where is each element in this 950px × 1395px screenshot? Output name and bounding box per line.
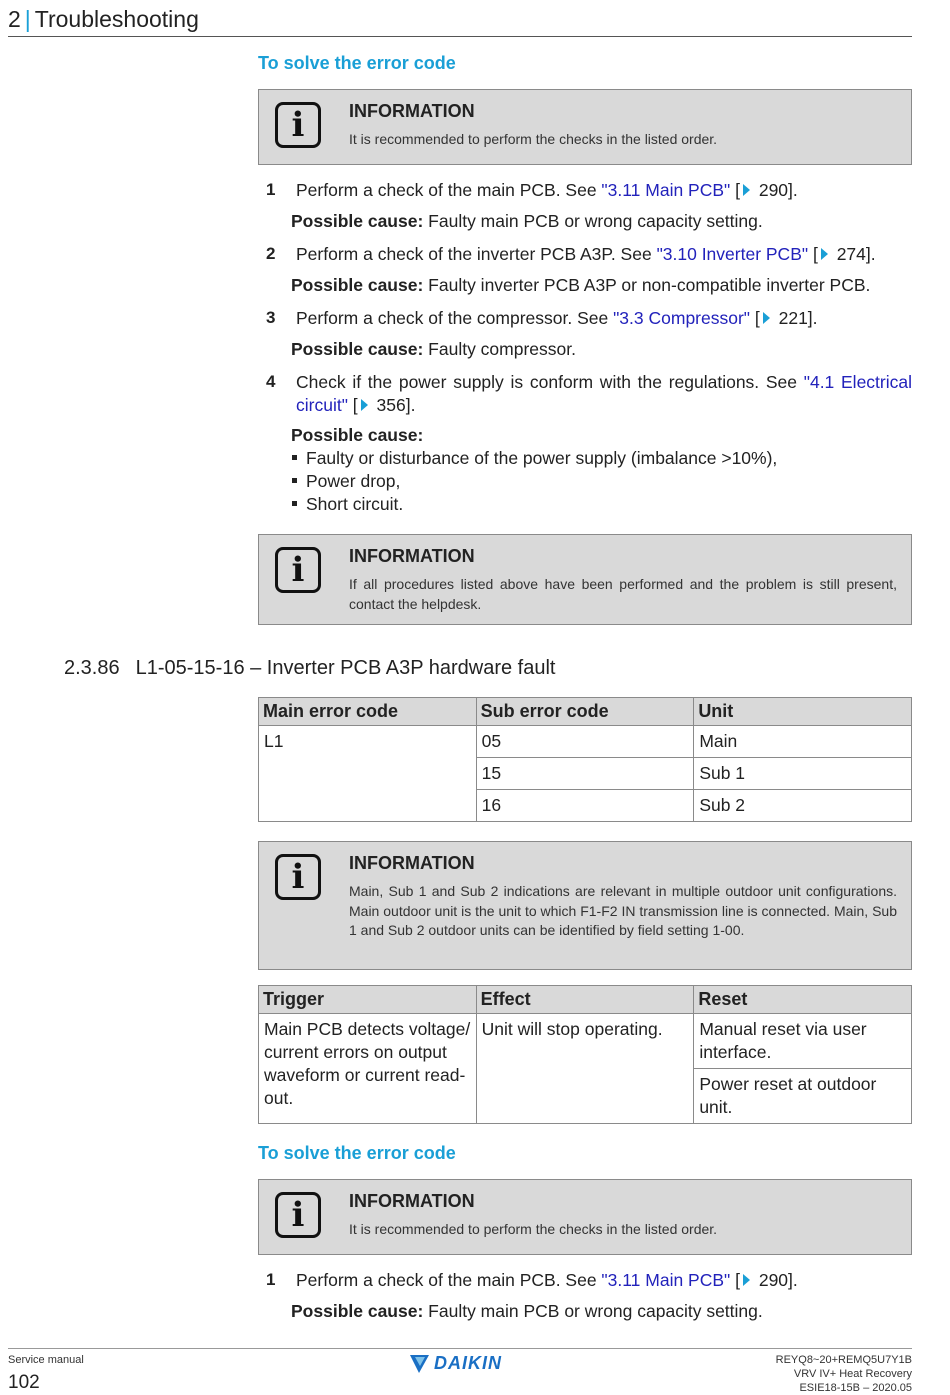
footer-doc-info: [776, 1353, 912, 1395]
sub-code-cell: 15: [476, 758, 694, 790]
info-text: If all procedures listed above have been performed and the problem is still present, contact the helpdesk.: [349, 576, 897, 612]
step-text: Perform a check of the compressor. See "3.3 Compressor" [ 221].: [296, 308, 818, 328]
reset-cell: Power reset at outdoor unit.: [694, 1069, 912, 1124]
step-text-line-2: circuit" [ 356].: [296, 395, 416, 415]
step-text-line-1: Check if the power supply is conform with the regulations. See "4.1 Electrical: [296, 372, 912, 392]
reset-cell: Manual reset via user interface.: [694, 1014, 912, 1069]
link-main-pcb[interactable]: "3.11 Main PCB": [601, 1270, 731, 1290]
step-number: 1: [266, 1270, 276, 1289]
table-header-row: [259, 698, 912, 726]
info-box: [258, 841, 912, 970]
section-heading: [64, 657, 555, 680]
info-box: [258, 1179, 912, 1255]
trigger-cell: Main PCB detects voltage/ current errors on output waveform or current read-out.: [259, 1014, 477, 1124]
chapter-number: 2: [8, 6, 21, 32]
information-icon: i: [275, 854, 321, 900]
header-divider: [8, 36, 912, 37]
link-electrical-circuit-cont[interactable]: circuit": [296, 395, 348, 415]
table-header-row: [259, 986, 912, 1014]
bullet-item: Faulty or disturbance of the power supply (imbalance >10%),: [292, 448, 777, 469]
step-text: Perform a check of the main PCB. See "3.11 Main PCB" [ 290].: [296, 1270, 798, 1290]
sub-heading-solve: To solve the error code: [258, 53, 456, 73]
daikin-logo: [408, 1353, 502, 1374]
page-header: [8, 6, 199, 33]
table-header: Unit: [694, 698, 912, 726]
daikin-logo-icon: [408, 1354, 430, 1374]
unit-cell: Sub 1: [694, 758, 912, 790]
section-title: L1-05-15-16 – Inverter PCB A3P hardware fault: [135, 657, 556, 679]
section-number: 2.3.86: [64, 657, 120, 679]
footer-divider: [8, 1348, 912, 1349]
bullet-item: Short circuit.: [292, 494, 403, 515]
header-separator: |: [24, 6, 31, 32]
sub-code-cell: 05: [476, 726, 694, 758]
info-text: Main, Sub 1 and Sub 2 indications are relevant in multiple outdoor unit configurations. Main outdoor unit is the unit to which F1-F2 IN transmission line is connected. Main, Sub 1 and Sub 2 outdoor units can be identified by field setting 1-00.: [349, 883, 897, 938]
footer-doc-id: ESIE18-15B – 2020.05: [799, 1382, 912, 1394]
page-number: 102: [8, 1372, 40, 1393]
table-row: [259, 726, 912, 758]
table-header: Effect: [476, 986, 694, 1014]
info-text: It is recommended to perform the checks in the listed order.: [349, 1221, 718, 1237]
sub-heading-solve: To solve the error code: [258, 1143, 456, 1163]
possible-cause: Possible cause: Faulty main PCB or wrong capacity setting.: [291, 1301, 763, 1321]
info-title: INFORMATION: [349, 1191, 475, 1211]
info-box: [258, 534, 912, 625]
page-ref-arrow-icon: [821, 248, 828, 260]
footer-product: VRV IV+ Heat Recovery: [793, 1368, 912, 1380]
table-row: [259, 1014, 912, 1069]
info-title: INFORMATION: [349, 853, 475, 873]
bullet-square-icon: [292, 501, 297, 506]
step-text: Perform a check of the inverter PCB A3P. See "3.10 Inverter PCB" [ 274].: [296, 244, 876, 264]
link-compressor[interactable]: "3.3 Compressor": [613, 308, 751, 328]
page-ref-arrow-icon: [743, 1274, 750, 1286]
sub-code-cell: 16: [476, 790, 694, 822]
possible-cause-label: Possible cause:: [291, 425, 424, 445]
table-header: Trigger: [259, 986, 477, 1014]
information-icon: i: [275, 1192, 321, 1238]
bullet-item: Power drop,: [292, 471, 400, 492]
information-icon: i: [275, 547, 321, 593]
possible-cause: Possible cause: Faulty main PCB or wrong capacity setting.: [291, 211, 763, 231]
bullet-square-icon: [292, 478, 297, 483]
error-code-table: [258, 697, 912, 822]
info-text: It is recommended to perform the checks in the listed order.: [349, 131, 718, 147]
step-number: 1: [266, 180, 276, 199]
main-error-code-cell: L1: [259, 726, 477, 822]
link-main-pcb[interactable]: "3.11 Main PCB": [601, 180, 731, 200]
step-number: 4: [266, 372, 276, 391]
step-text: Perform a check of the main PCB. See "3.11 Main PCB" [ 290].: [296, 180, 798, 200]
bullet-square-icon: [292, 455, 297, 460]
trigger-table: [258, 985, 912, 1124]
unit-cell: Sub 2: [694, 790, 912, 822]
effect-cell: Unit will stop operating.: [476, 1014, 694, 1124]
brand-name: DAIKIN: [434, 1353, 502, 1373]
link-electrical-circuit[interactable]: "4.1 Electrical: [803, 372, 912, 392]
page-ref-arrow-icon: [743, 184, 750, 196]
information-icon: i: [275, 102, 321, 148]
unit-cell: Main: [694, 726, 912, 758]
page-ref-arrow-icon: [763, 312, 770, 324]
info-title: INFORMATION: [349, 546, 475, 566]
table-header: Reset: [694, 986, 912, 1014]
step-number: 3: [266, 308, 276, 327]
footer-doc-type: Service manual: [8, 1354, 84, 1366]
info-box: [258, 89, 912, 165]
possible-cause: Possible cause: Faulty compressor.: [291, 339, 576, 359]
table-header: Sub error code: [476, 698, 694, 726]
chapter-title: Troubleshooting: [34, 6, 199, 32]
step-number: 2: [266, 244, 276, 263]
page-ref-arrow-icon: [361, 399, 368, 411]
info-title: INFORMATION: [349, 101, 475, 121]
footer-model: REYQ8~20+REMQ5U7Y1B: [775, 1354, 912, 1366]
link-inverter-pcb[interactable]: "3.10 Inverter PCB": [656, 244, 809, 264]
possible-cause: Possible cause: Faulty inverter PCB A3P or non-compatible inverter PCB.: [291, 275, 871, 295]
table-header: Main error code: [259, 698, 477, 726]
